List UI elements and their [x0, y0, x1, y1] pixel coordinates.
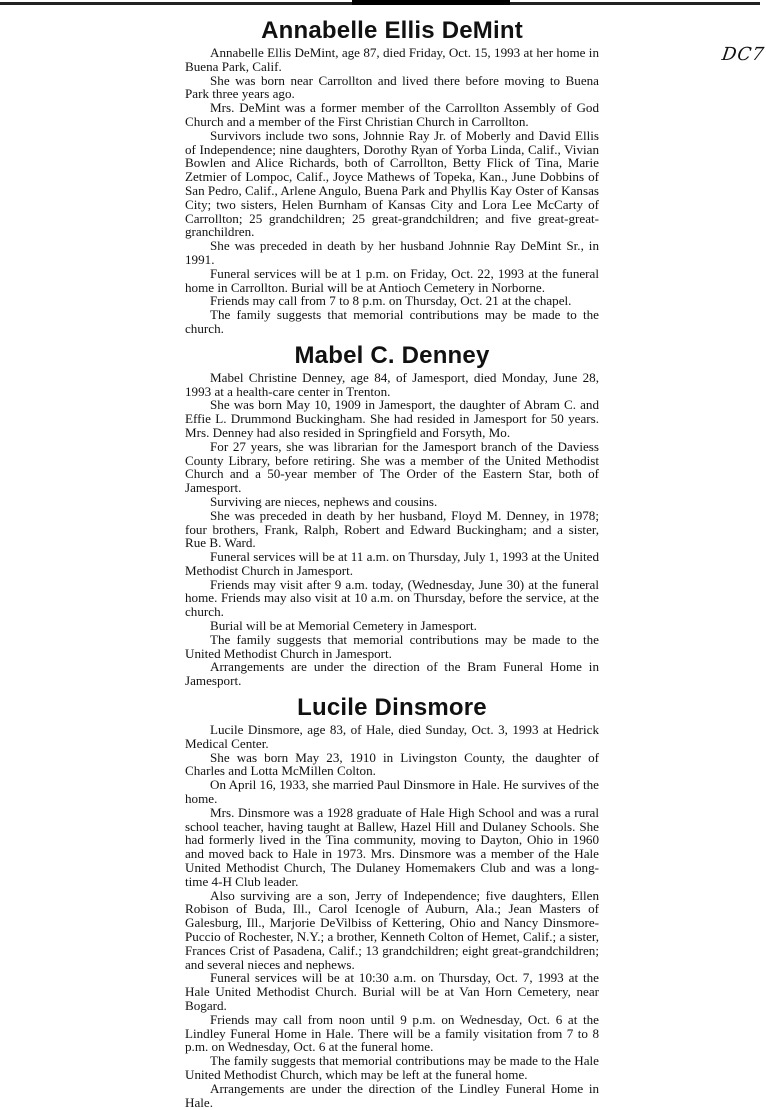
obituary-paragraph: She was preceded in death by her husband Johnnie Ray DeMint Sr., in 1991.	[185, 238, 599, 267]
obituary-paragraph: Friends may call from 7 to 8 p.m. on Thursday, Oct. 21 at the chapel.	[210, 293, 572, 309]
obituary-annabelle-ellis-demint	[185, 17, 599, 336]
obituary-paragraph: She was born May 23, 1910 in Livingston County, the daughter of Charles and Lotta McMillen Colton.	[185, 749, 599, 779]
obituary-paragraph: The family suggests that memorial contributions may be made to the United Methodist Church in Jamesport.	[185, 631, 599, 661]
obituary-paragraph: Burial will be at Memorial Cemetery in Jamesport.	[210, 618, 477, 634]
handwritten-page-mark: DC7	[720, 44, 766, 65]
obituary-paragraph: Friends may visit after 9 a.m. today, (Wednesday, June 30) at the funeral home. Friends may also visit at 10 a.m. on Thursday, before the service, at the church.	[185, 576, 599, 620]
obituary-lucile-dinsmore	[185, 694, 599, 1109]
obituary-paragraph: She was born near Carrollton and lived there before moving to Buena Park three years ago.	[185, 72, 599, 102]
obituary-paragraph: Mabel Christine Denney, age 84, of Jamesport, died Monday, June 28, 1993 at a health-care center in Trenton.	[185, 369, 599, 399]
obituary-paragraph: Mrs. DeMint was a former member of the Carrollton Assembly of God Church and a member of the First Christian Church in Carrollton.	[185, 100, 599, 129]
top-border-block	[352, 0, 510, 5]
obituary-paragraph: Funeral services will be at 10:30 a.m. on Thursday, Oct. 7, 1993 at the Hale United Methodist Church. Burial will be at Van Horn Cemetery, near Bogard.	[185, 970, 599, 1013]
obituary-paragraph: Also surviving are a son, Jerry of Independence; five daughters, Ellen Robison of Buda, Ill., Carol Icenogle of Auburn, Ala.; Jean Masters of Galesburg, Ill., Marjorie DeVilbiss of Kettering, Ohio and Nancy Dinsmore-Puccio of Rochester, N.Y.; a brother, Kenneth Colton of Hemet, Calif.; a sister, Frances Crist of Pasadena, Calif.; 13 grandchildren; eight great-grandchildren; and several nieces and nephews.	[185, 887, 599, 972]
obituary-paragraph: She was born May 10, 1909 in Jamesport, the daughter of Abram C. and Effie L. Drummond Buckingham. She had resided in Jamesport for 50 years. Mrs. Denney had also resided in Springfield and Forsyth, Mo.	[185, 397, 599, 440]
obituary-column	[185, 17, 599, 1109]
obituary-paragraph: On April 16, 1933, she married Paul Dinsmore in Hale. He survives of the home.	[185, 777, 599, 807]
obituary-paragraph: Survivors include two sons, Johnnie Ray Jr. of Moberly and David Ellis of Independence; nine daughters, Dorothy Ryan of Yorba Linda, Calif., Vivian Bowlen and Alice Richards, both of Carrollton, Betty Flick of Tina, Marie Zetmier of Lompoc, Calif., Joyce Mathews of Topeka, Kan., June Dobbins of San Pedro, Calif., Arlene Angulo, Buena Park and Phyllis Kay Oster of Kansas City; two sisters, Helen Burnham of Kansas City and Lora Lee McCarty of Carrollton; 25 grandchildren; 25 great-grandchildren; and five great-great-granchildren.	[185, 127, 599, 240]
obituary-paragraph: Funeral services will be at 11 a.m. on Thursday, July 1, 1993 at the United Methodist Church in Jamesport.	[185, 549, 599, 578]
obituary-paragraph: Arrangements are under the direction of the Bram Funeral Home in Jamesport.	[185, 659, 599, 689]
obituary-paragraph: The family suggests that memorial contributions may be made to the church.	[185, 307, 599, 336]
obituary-paragraph: Arrangements are under the direction of the Lindley Funeral Home in Hale.	[185, 1080, 599, 1110]
obituary-paragraph: Annabelle Ellis DeMint, age 87, died Friday, Oct. 15, 1993 at her home in Buena Park, Calif.	[185, 45, 599, 74]
obituary-paragraph: Surviving are nieces, nephews and cousins.	[210, 493, 438, 509]
obituary-heading: Mabel C. Denney	[294, 341, 490, 369]
obituary-paragraph: Funeral services will be at 1 p.m. on Friday, Oct. 22, 1993 at the funeral home in Carrollton. Burial will be at Antioch Cemetery in Norborne.	[185, 265, 599, 295]
obituary-mabel-c-denney	[185, 342, 599, 688]
obituary-paragraph: Mrs. Dinsmore was a 1928 graduate of Hale High School and was a rural school teacher, having taught at Ballew, Hazel Hill and Dulaney Schools. She had formerly lived in the Tina community, moving to Dayton, Ohio in 1960 and moved back to Hale in 1973. Mrs. Dinsmore was a member of the Hale United Methodist Church, The Dulaney Homemakers Club and was a long-time 4-H Club leader.	[185, 804, 599, 889]
obituary-paragraph: Lucile Dinsmore, age 83, of Hale, died Sunday, Oct. 3, 1993 at Hedrick Medical Center.	[185, 722, 599, 751]
obituary-heading: Annabelle Ellis DeMint	[261, 17, 523, 44]
obituary-paragraph: For 27 years, she was librarian for the Jamesport branch of the Daviess County Library, before retiring. She was a member of the United Methodist Church and a 50-year member of The Order of the Eastern Star, both of Jamesport.	[185, 438, 599, 496]
obituary-paragraph: Friends may call from noon until 9 p.m. on Wednesday, Oct. 6 at the Lindley Funeral Home in Hale. There will be a family visitation from 7 to 8 p.m. on Wednesday, Oct. 6 at the funeral home.	[185, 1011, 599, 1055]
obituary-heading: Lucile Dinsmore	[297, 694, 487, 722]
obituary-paragraph: She was preceded in death by her husband, Floyd M. Denney, in 1978; four brothers, Frank, Ralph, Robert and Edward Buckingham; and a sister, Rue B. Ward.	[185, 507, 599, 551]
obituary-paragraph: The family suggests that memorial contributions may be made to the Hale United Methodist Church, which may be left at the funeral home.	[185, 1053, 599, 1082]
